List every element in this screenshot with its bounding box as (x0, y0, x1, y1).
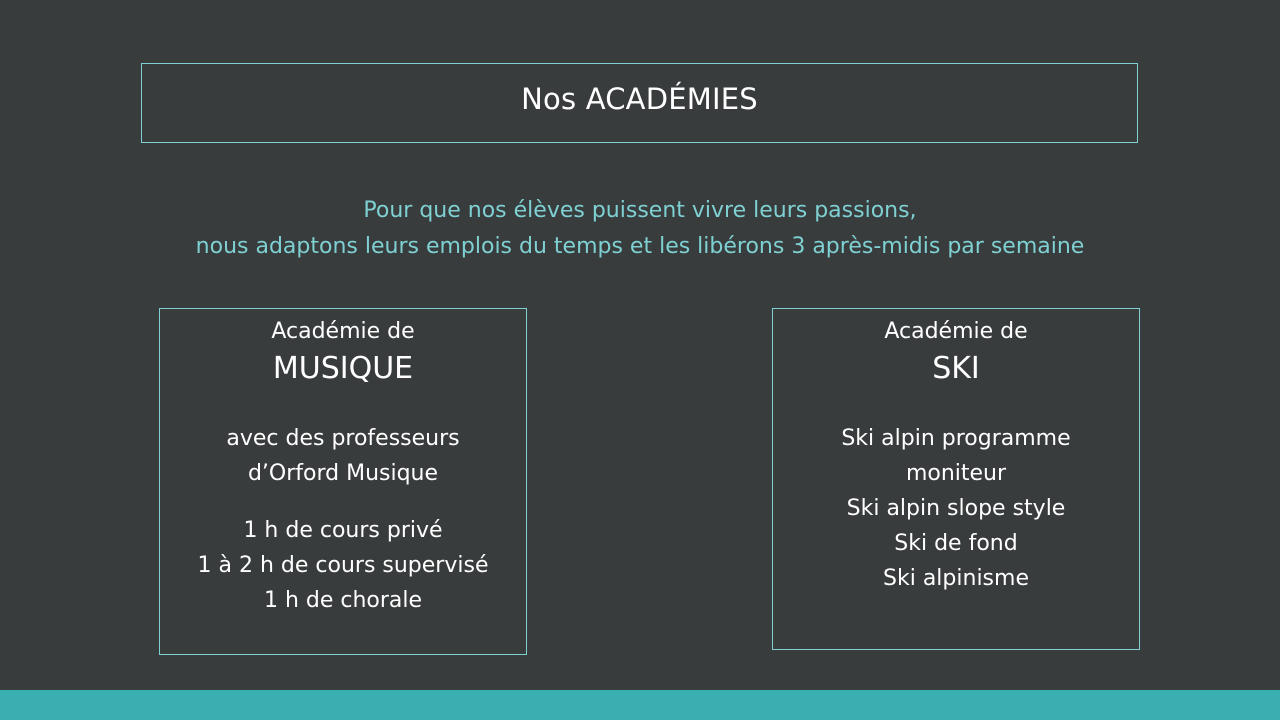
music-detail-item: 1 h de chorale (263, 588, 423, 613)
music-academy-label: Académie de (271, 319, 415, 344)
ski-program-item: Ski alpin slope style (846, 496, 1066, 521)
music-description (160, 421, 526, 491)
title-box (141, 63, 1138, 143)
ski-program-item: Ski alpinisme (883, 566, 1029, 591)
subtitle-line-2: nous adaptons leurs emplois du temps et les libérons 3 après-midis par semaine (195, 234, 1085, 259)
music-academy-name: MUSIQUE (272, 351, 414, 386)
subtitle-line-1: Pour que nos élèves puissent vivre leurs passions, (363, 198, 917, 223)
ski-program-item: Ski alpin programme (841, 426, 1071, 451)
music-detail-item: 1 à 2 h de cours supervisé (197, 553, 489, 578)
music-details (160, 513, 526, 618)
subtitle (0, 193, 1280, 265)
ski-academy-label: Académie de (884, 319, 1028, 344)
footer-bar (0, 690, 1280, 720)
ski-academy-card (772, 308, 1140, 650)
music-description-line: d’Orford Musique (247, 461, 439, 486)
ski-program-item: moniteur (905, 461, 1007, 486)
ski-academy-name: SKI (932, 351, 980, 386)
music-description-line: avec des professeurs (226, 426, 460, 451)
music-academy-card (159, 308, 527, 655)
page-title: Nos ACADÉMIES (521, 82, 758, 116)
music-detail-item: 1 h de cours privé (243, 518, 443, 543)
ski-programs (773, 421, 1139, 596)
ski-program-item: Ski de fond (894, 531, 1018, 556)
